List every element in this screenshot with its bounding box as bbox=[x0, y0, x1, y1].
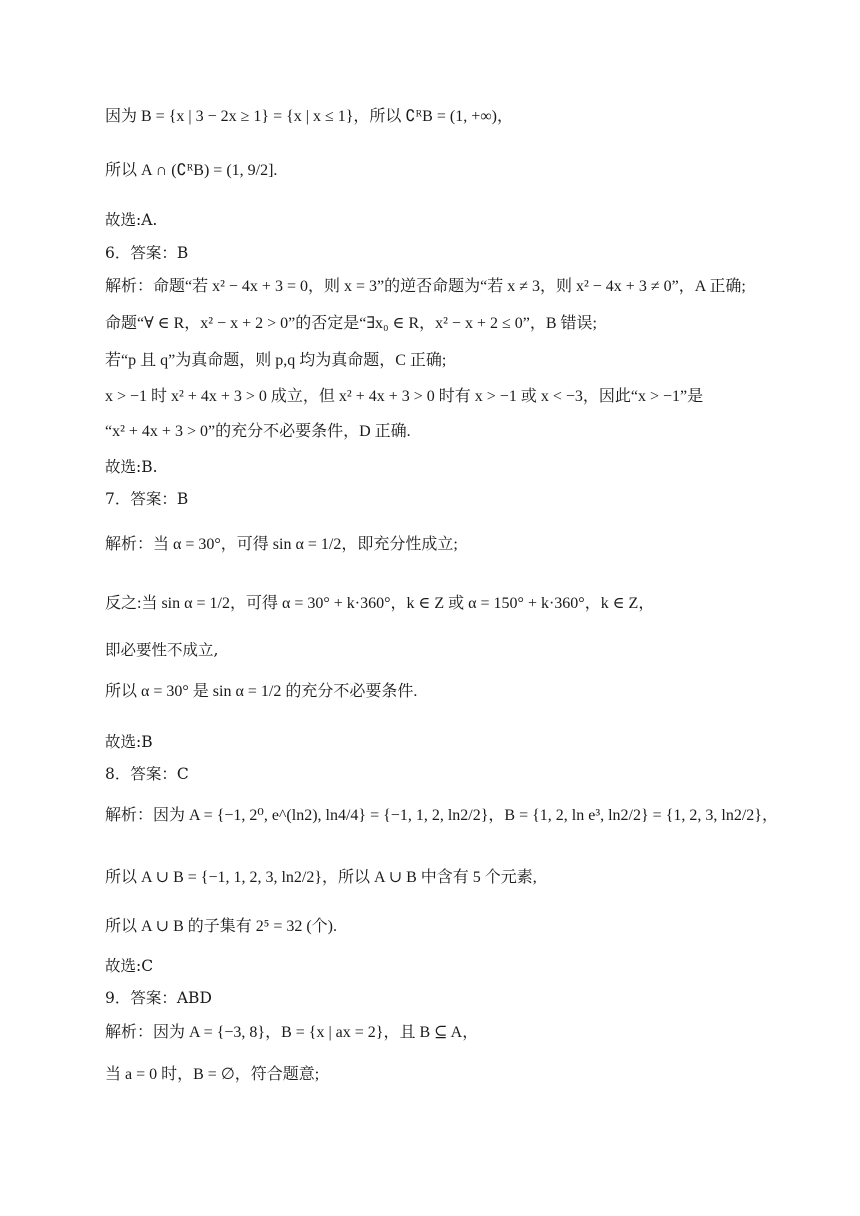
question-answer-heading: 9．答案：ABD bbox=[105, 989, 212, 1007]
text-line: “x² + 4x + 3 > 0”的充分不必要条件，D 正确. bbox=[105, 423, 411, 440]
text-line: 解析：命题“若 x² − 4x + 3 = 0，则 x = 3”的逆否命题为“若 x ≠ 3，则 x² − 4x + 3 ≠ 0”，A 正确; bbox=[105, 278, 746, 295]
text-line: 故选:C bbox=[105, 957, 154, 975]
text-line: 所以 α = 30° 是 sin α = 1/2 的充分不必要条件. bbox=[105, 683, 418, 700]
question-answer-heading: 8．答案：C bbox=[105, 765, 189, 783]
question-answer-heading: 6．答案：B bbox=[105, 244, 189, 262]
text-line: 命题“∀ ∈ R，x² − x + 2 > 0”的否定是“∃x₀ ∈ R，x² − x + 2 ≤ 0”，B 错误; bbox=[105, 315, 597, 332]
text-line: 反之:当 sin α = 1/2，可得 α = 30° + k·360°，k ∈ Z 或 α = 150° + k·360°，k ∈ Z， bbox=[105, 595, 655, 612]
text-line: 所以 A ∪ B = {−1, 1, 2, 3, ln2/2}，所以 A ∪ B 中含有 5 个元素, bbox=[105, 869, 537, 886]
text-line: 故选:B. bbox=[105, 458, 158, 476]
text-line: 若“p 且 q”为真命题，则 p,q 均为真命题，C 正确; bbox=[105, 352, 447, 369]
text-line: 故选:A. bbox=[105, 211, 158, 229]
text-line: 即必要性不成立, bbox=[105, 641, 219, 659]
text-line: 解析：当 α = 30°，可得 sin α = 1/2，即充分性成立; bbox=[105, 536, 458, 553]
text-line: 解析：因为 A = {−3, 8}，B = {x | ax = 2}，且 B ⊆ A， bbox=[105, 1024, 479, 1041]
text-line: 当 a = 0 时，B = ∅，符合题意; bbox=[105, 1066, 320, 1083]
text-line: x > −1 时 x² + 4x + 3 > 0 成立，但 x² + 4x + 3 > 0 时有 x > −1 或 x < −3，因此“x > −1”是 bbox=[105, 388, 704, 405]
text-line: 故选:B bbox=[105, 733, 153, 751]
text-line: 解析：因为 A = {−1, 2⁰, e^(ln2), ln4/4} = {−1, 1, 2, ln2/2}，B = {1, 2, ln e³, ln2/2} = {1, 2, 3, ln2/2}， bbox=[105, 807, 778, 824]
question-answer-heading: 7．答案：B bbox=[105, 490, 189, 508]
text-line: 所以 A ∩ (∁ᴿB) = (1, 9/2]. bbox=[105, 162, 278, 179]
text-line: 所以 A ∪ B 的子集有 2⁵ = 32 (个). bbox=[105, 918, 338, 935]
text-line: 因为 B = {x | 3 − 2x ≥ 1} = {x | x ≤ 1}，所以 ∁ᴿB = (1, +∞)， bbox=[105, 108, 513, 125]
